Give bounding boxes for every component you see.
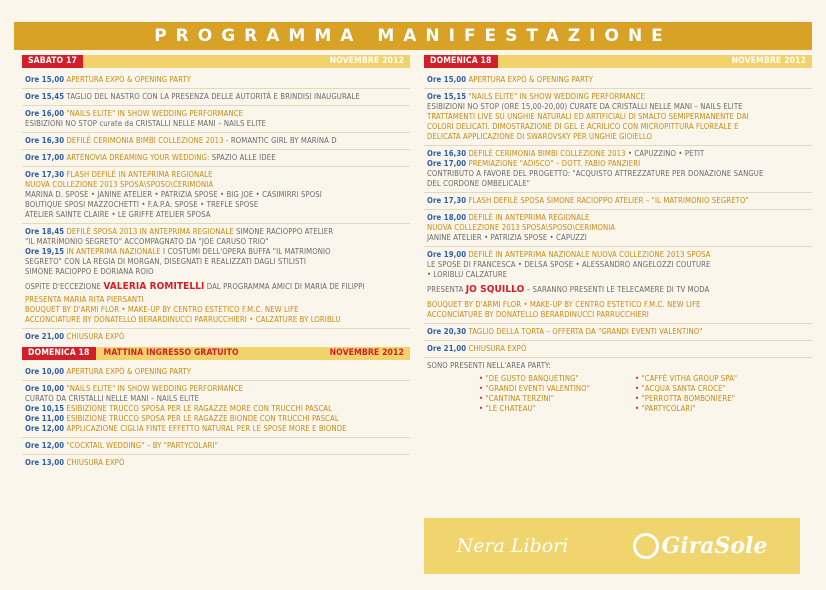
event-time: Ore 12,00 [25,441,65,450]
day-label: DOMENICA 18 [424,55,498,68]
event-item [424,193,812,210]
sponsor-item: • "DE GUSTO BANQUETING" [479,374,629,384]
event-detail: TRATTAMENTI LIVE SU UNGHIE NATURALI ED ARTIFICIALI DI SMALTO SEMIPERMANENTE DAI [427,112,749,121]
sponsors-section [424,358,812,417]
left-column [22,55,410,471]
event-time: Ore 16,30 [427,149,467,158]
event-time: Ore 12,00 [25,424,65,433]
presenter-label: PRESENTA [427,285,464,294]
event-time: Ore 15,45 [25,92,65,101]
event-title: PREMIAZIONE "ADISCO" – DOTT. FABIO PANZIERI [468,159,641,168]
event-time: Ore 17,30 [427,196,467,205]
event-item [22,72,410,89]
credits-line: ACCONCIATURE BY DONATELLO BERARDINUCCI PARRUCCHIERI • CALZATURE BY LORIBLU [25,315,341,324]
event-detail: I COSTUMI DELL'OPERA BUFFA "IL MATRIMONIO [160,247,331,256]
girasole-logo [633,533,767,559]
sponsor-item: • "PERROTTA BOMBONIERE" [635,394,785,404]
event-item [424,210,812,247]
event-title: ESIBIZIONE TRUCCO SPOSA PER LE RAGAZZE BIONDE CON TRUCCHI PASCAL [66,414,339,423]
credits-line: ACCONCIATURE BY DONATELLO BERARDINUCCI PARRUCCHIERI [427,310,649,319]
event-title: CHIUSURA EXPÒ [66,458,125,467]
sponsors-title: SONO PRESENTI NELL'AREA PARTY: [427,361,551,370]
event-time: Ore 18,00 [427,213,467,222]
event-item [22,329,410,345]
sponsor-item: • "LE CHATEAU" [479,404,629,414]
event-detail: DEL CORDONE OMBELICALE" [427,179,531,188]
event-item [424,247,812,324]
event-time: Ore 21,00 [25,332,65,341]
event-title: IN ANTEPRIMA NAZIONALE [66,247,161,256]
event-detail: SPAZIO ALLE IDEE [209,153,276,162]
event-time: Ore 20,30 [427,327,467,336]
event-detail: DELICATA APPLICAZIONE DI SWAROVSKY PER UNGHIE GIOIELLO [427,132,653,141]
event-title: DEFILÈ IN ANTEPRIMA REGIONALE [468,213,590,222]
page-title: PROGRAMMA MANIFESTAZIONE [14,22,812,50]
event-time: Ore 15,15 [427,92,467,101]
event-item [22,133,410,150]
credits-line: BOUQUET BY D'ARMI FLOR • MAKE-UP BY CENTRO ESTETICO F.M.C. NEW LIFE [25,305,299,314]
event-detail: LE SPOSE DI FRANCESCA • DELSA SPOSE • ALESSANDRO ANGELOZZI COUTURE [427,260,711,269]
event-item [22,224,410,329]
month-label: NOVEMBRE 2012 [731,56,806,66]
event-title: CHIUSURA EXPÒ [66,332,125,341]
event-time: Ore 15,00 [427,75,467,84]
event-detail: ESIBIZIONI NO STOP curate da CRISTALLI NELLE MANI – NAILS ELITE [25,119,267,128]
event-subtitle: NUOVA COLLEZIONE 2013 SPOSA\SPOSO\CERIMONIA [25,180,214,189]
event-detail: "IL MATRIMONIO SEGRETO" ACCOMPAGNATO DA "JOE CARUSO TRIO" [25,237,269,246]
guest-name: VALERIA ROMITELLI [103,281,205,292]
event-title: ESIBIZIONE TRUCCO SPOSA PER LE RAGAZZE MORE CON TRUCCHI PASCAL [66,404,333,413]
event-time: Ore 13,00 [25,458,65,467]
event-title: "COCKTAIL WEDDING" – BY "PARTYCOLARI" [66,441,218,450]
event-detail: CONTRIBUTO A FAVORE DEL PROGETTO: "ACQUISTO ATTREZZATURE PER DONAZIONE SANGUE [427,169,764,178]
sponsors-list [427,374,812,414]
event-title: TAGLIO DELLA TORTA – OFFERTA DA "GRANDI EVENTI VALENTINO" [468,327,703,336]
event-item [424,146,812,193]
girasole-text: GiraSole [661,533,768,559]
event-item [22,106,410,133]
event-detail: JANINE ATELIER • PATRIZIA SPOSE • CAPUZZI [427,233,587,242]
event-item [22,455,410,471]
event-title: "NAILS ELITE" IN SHOW WEDDING PERFORMANCE [468,92,646,101]
event-title: DEFILÈ CERIMONIA BIMBI COLLEZIONE 2013 [468,149,626,158]
right-column [424,55,812,417]
event-title: APERTURA EXPÒ & OPENING PARTY [66,367,192,376]
event-item [22,364,410,381]
event-title: APPLICAZIONE CIGLIA FINTE EFFETTO NATURAL PER LE SPOSE MORE E BIONDE [66,424,347,433]
event-detail: • LORIBLU CALZATURE [427,270,508,279]
event-title: "NAILS ELITE" IN SHOW WEDDING PERFORMANCE [66,384,244,393]
event-time: Ore 11,00 [25,414,65,423]
event-item [424,324,812,341]
presenter-name: JO SQUILLO [465,284,525,295]
event-detail: COLORI DELICATI. DIMOSTRAZIONE DI GEL E ACRILICO CON MICROPITTURA FLOREALE E [427,122,739,131]
presenter-line: PRESENTA MARIA RITA PIERSANTI [25,295,144,304]
sun-icon [633,533,659,559]
footer-logos [424,518,800,574]
day-header-sunday-morning [22,347,410,360]
nera-libori-logo: Nera Libori [456,535,569,557]
event-title: FLASH DEFILÈ IN ANTEPRIMA REGIONALE [66,170,213,179]
event-item [22,150,410,167]
event-detail: BOUTIQUE SPOSI MAZZOCHETTI • F.A.P.A. SPOSE • TREFLE SPOSE [25,200,259,209]
event-title: DEFILÈ IN ANTEPRIMA NAZIONALE NUOVA COLLEZIONE 2013 SPOSA [468,250,711,259]
event-detail: • CAPUZZINO • PETIT [625,149,705,158]
event-subtitle: NUOVA COLLEZIONE 2013 SPOSA\SPOSO\CERIMONIA [427,223,616,232]
event-time: Ore 21,00 [427,344,467,353]
event-title: DEFILÈ SPOSA 2013 IN ANTEPRIMA REGIONALE [66,227,234,236]
sponsor-item: • "CAFFÈ VITHA GROUP SPA" [635,374,785,384]
event-detail: CURATO DA CRISTALLI NELLE MANI – NAILS ELITE [25,394,200,403]
event-title: "NAILS ELITE" IN SHOW WEDDING PERFORMANCE [66,109,244,118]
event-time: Ore 18,45 [25,227,65,236]
event-item [22,167,410,224]
day-header-saturday [22,55,410,68]
sponsor-item: • "ACQUA SANTA CROCE" [635,384,785,394]
event-title: APERTURA EXPÒ & OPENING PARTY [468,75,594,84]
month-label: NOVEMBRE 2012 [329,348,404,358]
event-time: Ore 17,00 [427,159,467,168]
guest-detail: DAL PROGRAMMA AMICI DI MARIA DE FILIPPI [206,282,365,291]
event-time: Ore 16,30 [25,136,65,145]
event-title: DEFILÈ CERIMONIA BIMBI COLLEZIONE 2013 [66,136,224,145]
event-time: Ore 17,30 [25,170,65,179]
event-detail: ATELIER SAINTE CLAIRE • LE GRIFFE ATELIER SPOSA [25,210,211,219]
event-detail: SIMONE RACIOPPO ATELIER [233,227,334,236]
guest-label: OSPITE D'ECCEZIONE [25,282,102,291]
event-title: ARTENOVIA DREAMING YOUR WEDDING: [66,153,210,162]
event-title: CHIUSURA EXPÒ [468,344,527,353]
event-time: Ore 10,15 [25,404,65,413]
event-time: Ore 10,00 [25,384,65,393]
event-time: Ore 17,00 [25,153,65,162]
event-time: Ore 15,00 [25,75,65,84]
sponsor-item: • "GRANDI EVENTI VALENTINO" [479,384,629,394]
credits-line: BOUQUET BY D'ARMI FLOR • MAKE-UP BY CENTRO ESTETICO F.M.C. NEW LIFE [427,300,701,309]
event-title: TAGLIO DEL NASTRO CON LA PRESENZA DELLE AUTORITÀ E BRINDISI INAUGURALE [66,92,360,101]
event-detail: SEGRETO" CON LA REGIA DI MORGAN, DISEGNATI E REALIZZATI DAGLI STILISTI [25,257,306,266]
event-detail: MARINA D. SPOSE • JANINE ATELIER • PATRIZIA SPOSE • BIG JOE • CASIMIRRI SPOSI [25,190,322,199]
event-item [424,89,812,146]
event-title: APERTURA EXPÒ & OPENING PARTY [66,75,192,84]
event-item [22,89,410,106]
event-item [22,381,410,438]
event-time: Ore 19,15 [25,247,65,256]
day-label: SABATO 17 [22,55,83,68]
sponsor-item: • "CANTINA TERZINI" [479,394,629,404]
event-time: Ore 16,00 [25,109,65,118]
event-item [424,341,812,358]
event-time: Ore 19,00 [427,250,467,259]
free-entry-note: MATTINA INGRESSO GRATUITO [103,348,239,358]
event-detail: - ROMANTIC GIRL BY MARINA D [223,136,337,145]
sponsor-item: • "PARTYCOLARI" [635,404,785,414]
presenter-detail: – SARANNO PRESENTI LE TELECAMERE DI TV MODA [524,285,710,294]
event-time: Ore 10,00 [25,367,65,376]
event-detail: SIMONE RACIOPPO E DORIANA ROIO [25,267,154,276]
event-detail: ESIBIZIONI NO STOP (ORE 15,00-20,00) CURATE DA CRISTALLI NELLE MANI – NAILS ELITE [427,102,743,111]
day-header-sunday [424,55,812,68]
event-item [22,438,410,455]
event-item [424,72,812,89]
event-title: FLASH DEFILÈ SPOSA SIMONE RACIOPPO ATELIER – "IL MATRIMONIO SEGRETO" [468,196,749,205]
month-label: NOVEMBRE 2012 [329,56,404,66]
day-label: DOMENICA 18 [22,347,96,360]
